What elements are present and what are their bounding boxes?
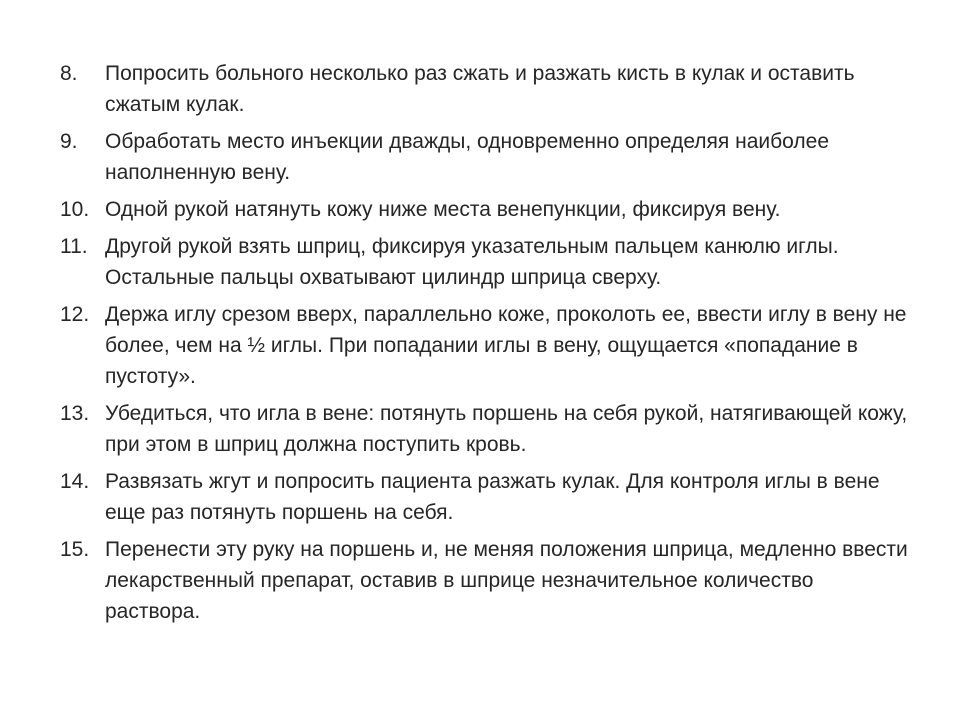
step-item	[60, 126, 910, 188]
step-item	[60, 299, 910, 392]
step-text: Одной рукой натянуть кожу ниже места венепункции, фиксируя вену.	[105, 198, 781, 221]
step-item	[60, 231, 910, 293]
step-text: Попросить больного несколько раз сжать и разжать кисть в кулак и оставить сжатым кулак.	[105, 62, 855, 116]
step-item	[60, 398, 910, 460]
step-text: Перенести эту руку на поршень и, не меняя положения шприца, медленно ввести лекарственный препарат, оставив в шприце незначительное количество раствора.	[105, 538, 908, 623]
step-item	[60, 466, 910, 528]
step-item	[60, 194, 910, 225]
step-number: 8.	[60, 62, 78, 85]
step-number: 14.	[60, 470, 90, 493]
steps-list	[60, 58, 910, 633]
step-text: Обработать место инъекции дважды, одновременно определяя наиболее наполненную вену.	[105, 130, 829, 184]
step-text: Развязать жгут и попросить пациента разжать кулак. Для контроля иглы в вене еще раз потянуть поршень на себя.	[105, 470, 880, 524]
step-number: 11.	[60, 235, 88, 258]
step-item	[60, 534, 910, 627]
step-text: Держа иглу срезом вверх, параллельно коже, проколоть ее, ввести иглу в вену не более, чем на ½ иглы. При попадании иглы в вену, ощущается «попадание в пустоту».	[105, 303, 907, 388]
step-number: 12.	[60, 303, 90, 326]
step-number: 13.	[60, 402, 90, 425]
step-number: 9.	[60, 130, 78, 153]
step-number: 10.	[60, 198, 90, 221]
step-text: Другой рукой взять шприц, фиксируя указательным пальцем канюлю иглы. Остальные пальцы охватывают цилиндр шприца сверху.	[105, 235, 839, 289]
step-text: Убедиться, что игла в вене: потянуть поршень на себя рукой, натягивающей кожу, при этом в шприц должна поступить кровь.	[105, 402, 908, 456]
step-number: 15.	[60, 538, 90, 561]
step-item	[60, 58, 910, 120]
